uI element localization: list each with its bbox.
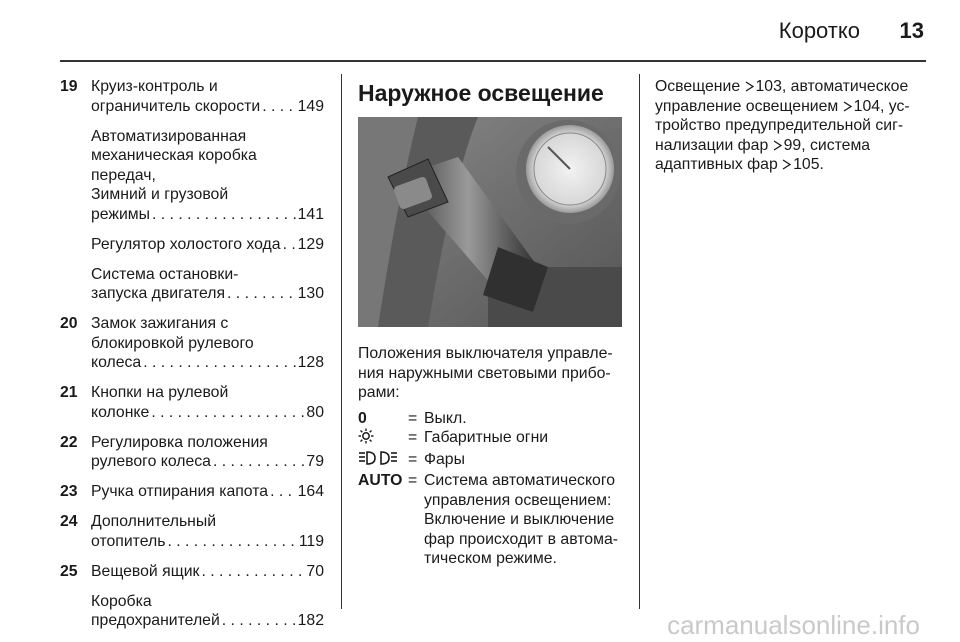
position-description: Габаритные огни — [424, 429, 549, 446]
entry-body — [91, 592, 324, 631]
leader-dots — [151, 403, 304, 423]
entry-line — [91, 532, 324, 552]
entry-text: Регулировка положения — [91, 433, 268, 451]
light-switch-photo — [358, 117, 622, 327]
entry-text: механическая коробка — [91, 147, 257, 164]
parking-light-icon — [358, 428, 374, 450]
entry-body — [91, 433, 324, 472]
entry-text: блокировкой рулевого — [91, 334, 254, 352]
entry-text: Вещевой ящик — [91, 562, 200, 580]
entry-text: Круиз-контроль и — [91, 78, 218, 95]
index-list — [60, 77, 324, 641]
entry-text: Дополнительный — [91, 513, 217, 530]
item-number: 25 — [60, 562, 78, 580]
index-entry — [60, 592, 324, 631]
entry-text: предохранителей — [91, 612, 220, 629]
leader-dots — [222, 611, 296, 631]
leader-dots — [227, 284, 296, 304]
entry-line — [91, 284, 324, 304]
position-description: Система автоматического управления освещением: Включение и выключение фар происходит в автома-тическом режиме. — [424, 472, 618, 567]
entry-line — [91, 97, 324, 117]
entry-body — [91, 235, 324, 255]
position-description: Выкл. — [424, 409, 467, 427]
switch-positions — [358, 409, 622, 569]
page-ref: 105 — [793, 156, 820, 173]
page-ref: 182 — [297, 612, 324, 629]
item-number: 21 — [60, 384, 78, 401]
item-number: 23 — [60, 483, 78, 500]
arrow-right-icon — [745, 78, 754, 89]
entry-text: Коробка — [91, 592, 152, 610]
reference-line — [655, 155, 930, 175]
page-ref: 149 — [297, 97, 324, 115]
entry-text: Зимний и грузовой — [91, 186, 229, 203]
entry-line — [91, 166, 324, 186]
entry-body — [91, 383, 324, 422]
entry-line — [91, 353, 324, 373]
entry-line — [91, 314, 324, 334]
page-ref: 80 — [306, 403, 324, 421]
entry-text: отопитель — [91, 532, 166, 550]
entry-body — [91, 77, 324, 116]
index-entry — [60, 77, 324, 116]
reference-line — [655, 136, 930, 156]
page-ref: 128 — [297, 354, 324, 371]
entry-body — [91, 314, 324, 373]
switch-caption: Положения выключателя управле-ния наружными световыми прибо-рами: — [358, 345, 613, 401]
equals-sign: = — [408, 450, 418, 468]
reference-text: нализации фар — [655, 136, 769, 154]
entry-text: ограничитель скорости — [91, 97, 261, 115]
header-rule — [60, 60, 926, 62]
entry-line — [91, 592, 324, 612]
entry-line — [91, 512, 324, 532]
position-description: Фары — [424, 450, 465, 468]
leader-dots — [270, 482, 296, 502]
watermark: carmanualsonline.info — [667, 610, 920, 640]
entry-text: передач, — [91, 166, 156, 184]
entry-line — [91, 611, 324, 631]
reference-suffix: . — [819, 156, 824, 173]
entry-line — [91, 403, 324, 423]
entry-text: Ручка отпирания капота — [91, 483, 269, 500]
index-entry — [60, 512, 324, 551]
reference-text: адаптивных фар — [655, 156, 778, 173]
running-header-title: Коротко — [778, 18, 860, 43]
leader-dots — [262, 97, 295, 117]
position-symbol: AUTO — [358, 472, 403, 489]
page-ref: 141 — [297, 205, 324, 223]
page-ref: 130 — [297, 285, 324, 302]
page-ref: 103 — [755, 78, 782, 95]
reference-line — [655, 77, 930, 97]
equals-sign: = — [408, 472, 418, 489]
entry-text: рулевого колеса — [91, 453, 211, 470]
arrow-right-icon — [843, 98, 852, 109]
page-ref: 70 — [306, 562, 324, 580]
entry-body — [91, 562, 324, 582]
item-number: 19 — [60, 78, 78, 95]
leader-dots — [167, 532, 296, 552]
entry-line — [91, 383, 324, 403]
entry-text: Кнопки на рулевой — [91, 384, 229, 401]
item-number: 20 — [60, 315, 78, 332]
entry-line — [91, 265, 324, 285]
position-symbol — [358, 450, 408, 472]
entry-line — [91, 452, 324, 472]
index-entry — [60, 265, 324, 304]
entry-body — [91, 265, 324, 304]
entry-text: Замок зажигания с — [91, 315, 229, 332]
arrow-right-icon — [773, 137, 782, 148]
leader-dots — [283, 235, 296, 255]
entry-line — [91, 334, 324, 354]
page-number: 13 — [899, 18, 924, 43]
entry-text: колеса — [91, 354, 142, 371]
reference-text: Освещение — [655, 78, 741, 95]
index-entry — [60, 235, 324, 255]
leader-dots — [201, 562, 304, 582]
item-number: 24 — [60, 513, 78, 530]
entry-text: Автоматизированная — [91, 127, 247, 145]
index-entry — [60, 314, 324, 373]
reference-line — [655, 97, 930, 117]
entry-body — [91, 482, 324, 502]
page-ref: 164 — [297, 483, 324, 500]
entry-body — [91, 512, 324, 551]
position-symbol — [358, 428, 408, 450]
page-ref: 99 — [783, 136, 802, 154]
entry-text: колонке — [91, 403, 150, 421]
entry-line — [91, 77, 324, 97]
leader-dots — [143, 353, 295, 373]
reference-suffix: , ус- — [880, 97, 910, 115]
entry-line — [91, 482, 324, 502]
index-entry — [60, 562, 324, 582]
entry-line — [91, 146, 324, 166]
cross-references — [655, 77, 930, 175]
index-entry — [60, 383, 324, 422]
entry-text: режимы — [91, 205, 150, 223]
section-title: Наружное освещение — [358, 80, 604, 106]
entry-text: запуска двигателя — [91, 285, 226, 302]
reference-text: управление освещением — [655, 97, 839, 115]
column-divider-2 — [639, 74, 640, 609]
headlight-icon — [358, 450, 398, 472]
entry-text: Система остановки- — [91, 265, 239, 283]
equals-sign: = — [408, 409, 418, 427]
switch-position-row — [358, 428, 622, 450]
entry-line — [91, 205, 324, 225]
index-entry — [60, 482, 324, 502]
switch-position-row — [358, 450, 622, 472]
item-number: 22 — [60, 433, 78, 451]
entry-line — [91, 433, 324, 453]
entry-line — [91, 562, 324, 582]
page-ref: 129 — [297, 235, 324, 253]
entry-text: Регулятор холостого хода — [91, 235, 281, 253]
arrow-right-icon — [782, 156, 791, 167]
page-ref: 79 — [306, 453, 324, 470]
reference-suffix: , автоматическое — [781, 78, 909, 95]
reference-line — [655, 116, 930, 136]
reference-text: тройство предупредительной сиг- — [655, 117, 904, 134]
leader-dots — [213, 452, 304, 472]
page-ref: 104 — [853, 97, 881, 115]
index-entry — [60, 433, 324, 472]
exterior-lighting-section — [358, 74, 622, 569]
column-divider-1 — [341, 74, 342, 609]
leader-dots — [152, 205, 296, 225]
page-ref: 119 — [298, 532, 324, 550]
entry-line — [91, 185, 324, 205]
switch-position-row — [358, 409, 622, 429]
entry-body — [91, 127, 324, 225]
entry-line — [91, 127, 324, 147]
equals-sign: = — [408, 429, 418, 446]
reference-suffix: , система — [801, 136, 871, 154]
switch-position-row — [358, 471, 622, 569]
position-symbol: 0 — [358, 409, 367, 427]
entry-line — [91, 235, 324, 255]
index-entry — [60, 127, 324, 225]
